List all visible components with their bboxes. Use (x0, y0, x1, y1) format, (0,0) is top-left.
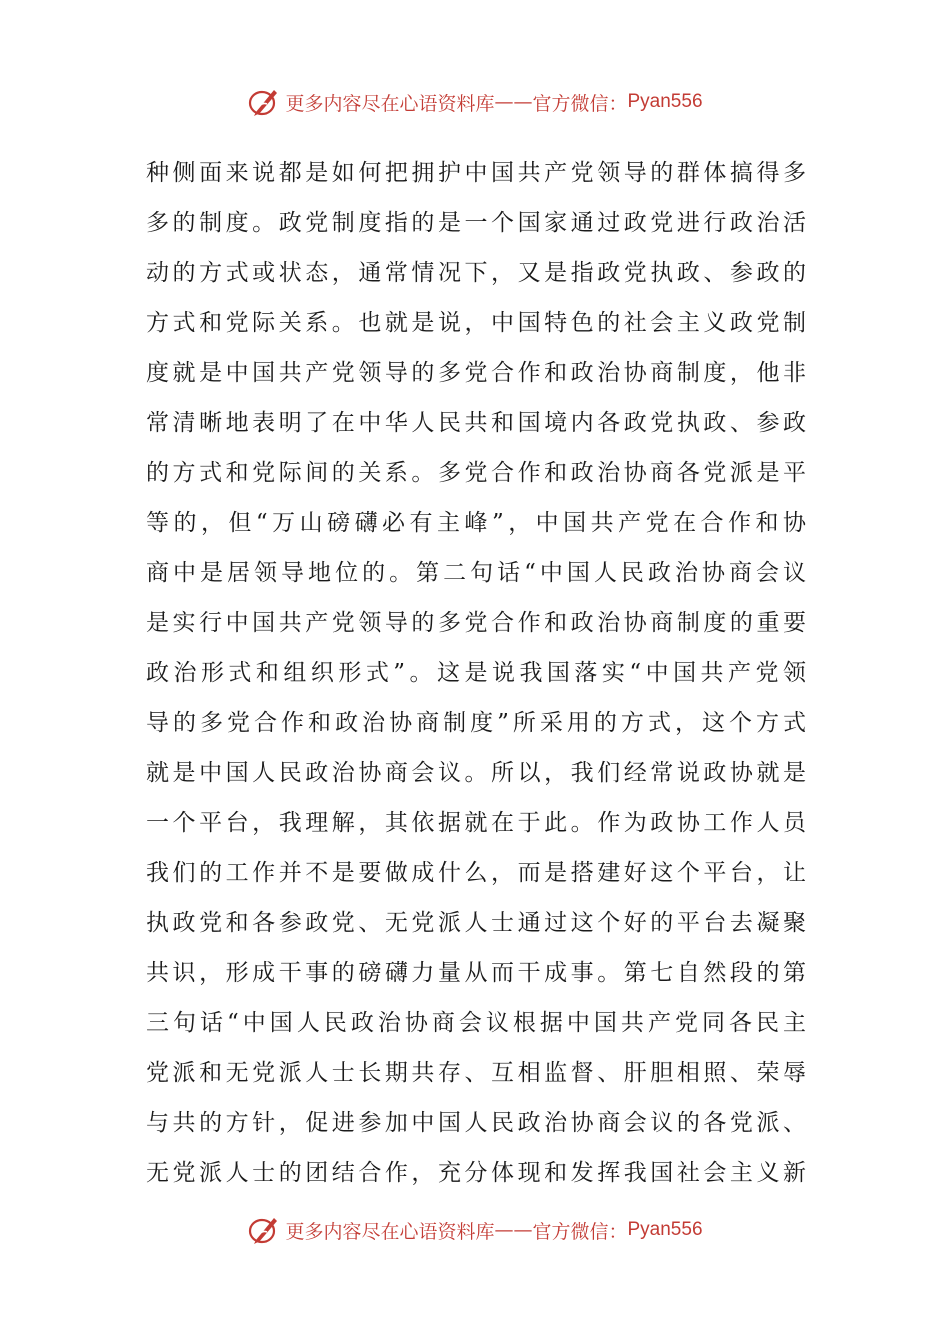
pen-logo-icon (247, 85, 281, 119)
text-line: 种侧面来说都是如何把拥护中国共产党领导的群体搞得多 (146, 160, 806, 186)
header-wechat-label: 官方微信： (532, 92, 628, 115)
text-line: 度就是中国共产党领导的多党合作和政治协商制度，他非 (146, 360, 806, 386)
text-line: 商中是居领导地位的。第二句话“中国人民政治协商会议 (146, 560, 806, 586)
text-line: 政治形式和组织形式”。这是说我国落实“中国共产党领 (146, 660, 806, 686)
text-line: 执政党和各参政党、无党派人士通过这个好的平台去凝聚 (146, 910, 806, 936)
footer-wechat-label: 官方微信： (532, 1220, 628, 1243)
footer-dash: —— (494, 1219, 533, 1241)
text-line: 三句话“中国人民政治协商会议根据中国共产党同各民主 (146, 1010, 806, 1036)
text-line: 常清晰地表明了在中华人民共和国境内各政党执政、参政 (146, 410, 806, 436)
pen-logo-icon (247, 1213, 281, 1247)
text-line: 等的，但“万山磅礴必有主峰”，中国共产党在合作和协 (146, 510, 806, 536)
text-line: 我们的工作并不是要做成什么，而是搭建好这个平台，让 (146, 860, 806, 886)
text-line: 无党派人士的团结合作，充分体现和发挥我国社会主义新 (146, 1160, 806, 1186)
text-line: 就是中国人民政治协商会议。所以，我们经常说政协就是 (146, 760, 806, 786)
text-line: 是实行中国共产党领导的多党合作和政治协商制度的重要 (146, 610, 806, 636)
header-brand-text: 更多内容尽在心语资料库 (285, 92, 495, 115)
text-line: 与共的方针，促进参加中国人民政治协商会议的各党派、 (146, 1110, 806, 1136)
footer-brand-text: 更多内容尽在心语资料库 (285, 1220, 495, 1243)
text-line: 方式和党际关系。也就是说，中国特色的社会主义政党制 (146, 310, 806, 336)
text-line: 的方式和党际间的关系。多党合作和政治协商各党派是平 (146, 460, 806, 486)
footer-banner (0, 1210, 950, 1250)
header-dash: —— (494, 91, 533, 113)
header-banner (0, 82, 950, 122)
text-line: 党派和无党派人士长期共存、互相监督、肝胆相照、荣辱 (146, 1060, 806, 1086)
text-line: 导的多党合作和政治协商制度”所采用的方式，这个方式 (146, 710, 806, 736)
text-line: 一个平台，我理解，其依据就在于此。作为政协工作人员 (146, 810, 806, 836)
text-line: 动的方式或状态，通常情况下，又是指政党执政、参政的 (146, 260, 806, 286)
text-line: 多的制度。政党制度指的是一个国家通过政党进行政治活 (146, 210, 806, 236)
footer-wechat-id: Pyan556 (627, 1219, 703, 1240)
header-wechat-id: Pyan556 (627, 91, 703, 112)
text-line: 共识，形成干事的磅礴力量从而干成事。第七自然段的第 (146, 960, 806, 986)
document-body (146, 148, 806, 1198)
